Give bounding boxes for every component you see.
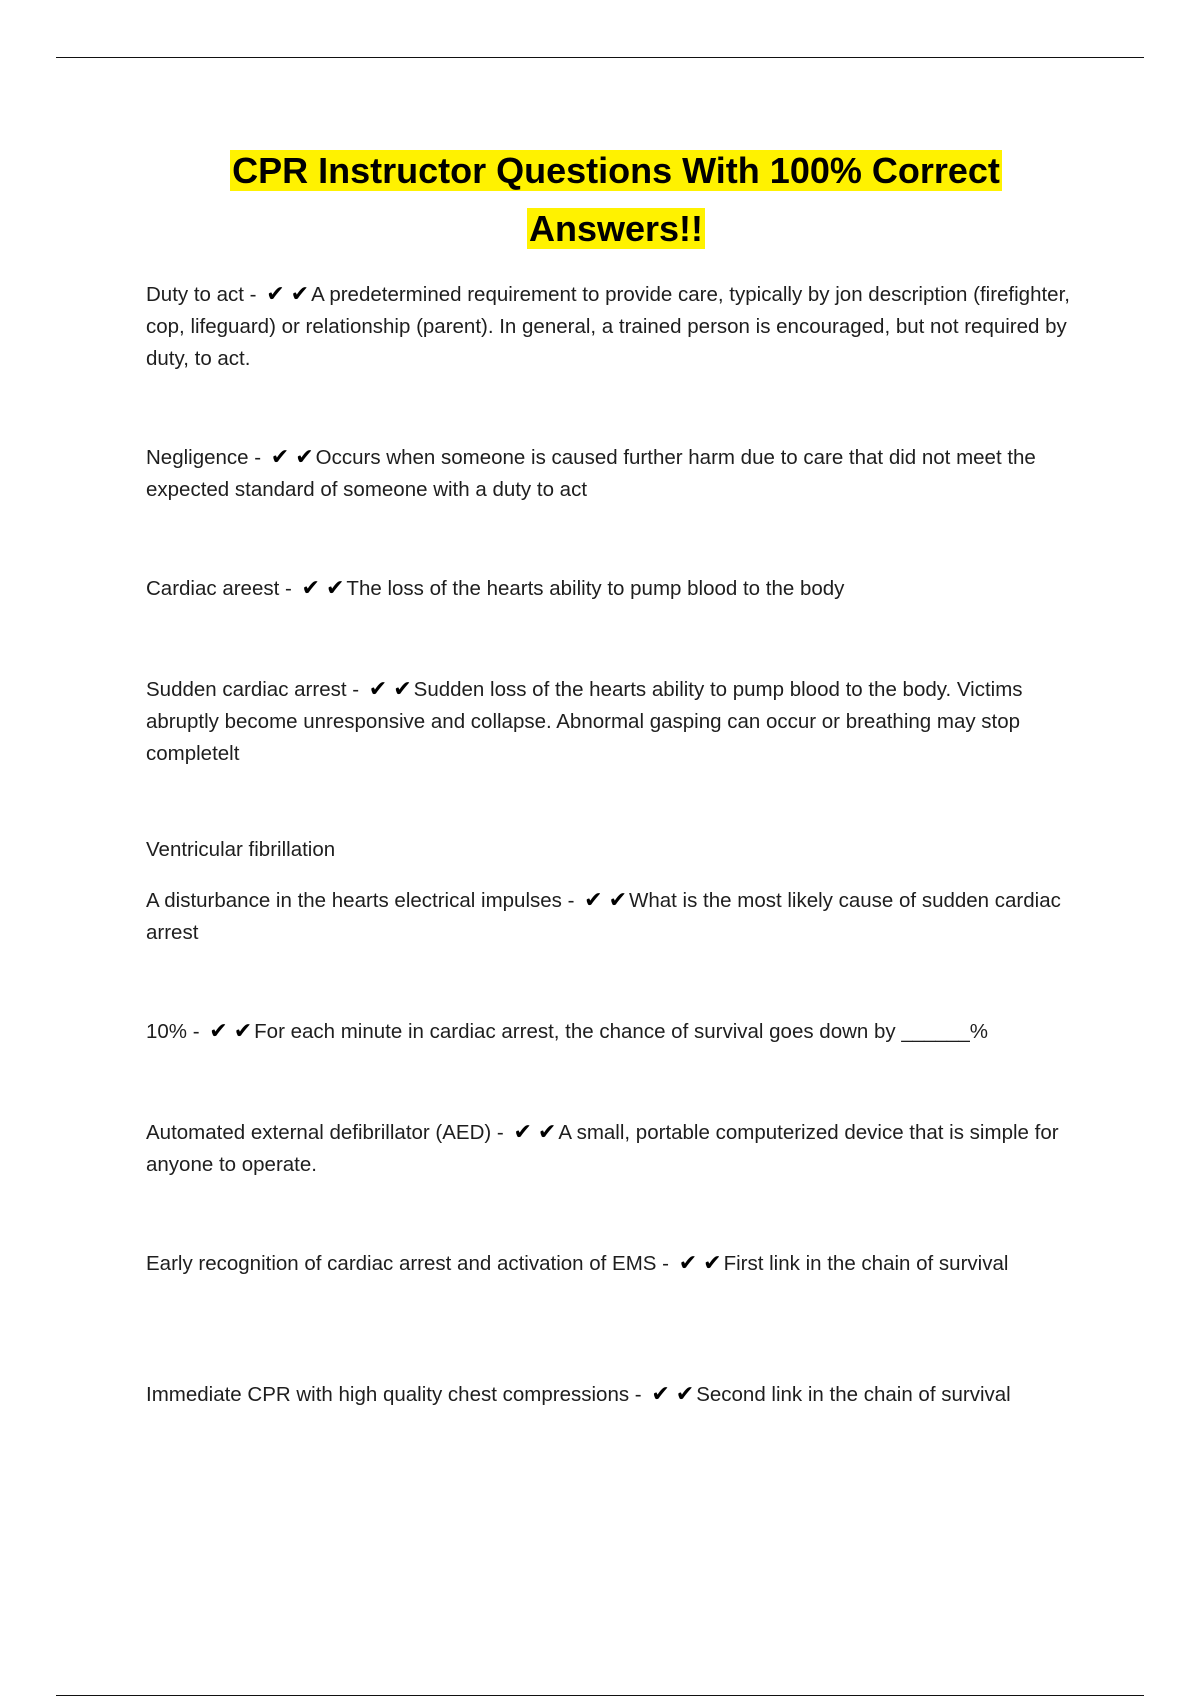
- check-icon: ✔: [209, 1019, 228, 1044]
- top-rule: [56, 57, 1144, 58]
- check-icon: ✔: [678, 1251, 698, 1276]
- qa-term: Negligence -: [146, 446, 262, 469]
- check-icon: ✔: [295, 445, 314, 470]
- qa-term: Duty to act -: [146, 283, 257, 306]
- qa-item: [146, 442, 1096, 506]
- qa-answer: First link in the chain of survival: [723, 1252, 1009, 1275]
- document-title: [110, 142, 1122, 258]
- qa-term: Ventricular fibrillation: [146, 838, 336, 861]
- bottom-rule: [56, 1695, 1144, 1696]
- check-icon: ✔: [266, 282, 285, 307]
- check-icon: ✔: [301, 576, 320, 601]
- check-icon: ✔: [325, 576, 345, 601]
- check-icon: ✔: [513, 1120, 532, 1145]
- qa-answer: A predetermined requirement to provide care, typically by jon description (firefighter, cop, lifeguard) or relationship (parent). In general, a trained person is encouraged, but not required by duty, to act.: [146, 283, 1070, 370]
- check-icon: ✔: [651, 1382, 670, 1407]
- qa-term: Cardiac areest -: [146, 577, 292, 600]
- check-icon: ✔: [584, 888, 603, 913]
- qa-term: Sudden cardiac arrest -: [146, 678, 360, 701]
- qa-item: [146, 279, 1096, 375]
- check-icon: ✔: [290, 282, 310, 307]
- qa-item: [146, 674, 1096, 770]
- check-icon: ✔: [608, 888, 628, 913]
- title-line-2: Answers!!: [528, 208, 704, 249]
- qa-answer: Occurs when someone is caused further harm due to care that did not meet the expected standard of someone with a duty to act: [146, 446, 1036, 501]
- qa-item: [146, 834, 1096, 866]
- qa-term: A disturbance in the hearts electrical impulses -: [146, 889, 575, 912]
- check-icon: ✔: [537, 1120, 557, 1145]
- qa-term: 10% -: [146, 1020, 200, 1043]
- qa-term: Automated external defibrillator (AED) -: [146, 1121, 504, 1144]
- qa-item: [146, 573, 1096, 605]
- check-icon: ✔: [368, 677, 388, 702]
- qa-answer: For each minute in cardiac arrest, the chance of survival goes down by ______%: [254, 1020, 988, 1043]
- qa-answer: Second link in the chain of survival: [696, 1383, 1011, 1406]
- title-line-1: CPR Instructor Questions With 100% Correct: [232, 150, 1000, 191]
- check-icon: ✔: [270, 445, 290, 470]
- qa-answer: Sudden loss of the hearts ability to pump blood to the body. Victims abruptly become unresponsive and collapse. Abnormal gasping can occur or breathing may stop completelt: [146, 678, 1023, 765]
- qa-answer: The loss of the hearts ability to pump blood to the body: [346, 577, 845, 600]
- qa-item: [146, 885, 1096, 949]
- qa-term: Immediate CPR with high quality chest compressions -: [146, 1383, 642, 1406]
- qa-item: [146, 1117, 1096, 1181]
- check-icon: ✔: [233, 1019, 253, 1044]
- check-icon: ✔: [703, 1251, 722, 1276]
- qa-item: [146, 1016, 1096, 1048]
- qa-answer: What is the most likely cause of sudden cardiac arrest: [146, 889, 1061, 944]
- qa-answer: A small, portable computerized device that is simple for anyone to operate.: [146, 1121, 1059, 1176]
- qa-item: [146, 1248, 1096, 1280]
- qa-item: [146, 1379, 1096, 1411]
- check-icon: ✔: [675, 1382, 695, 1407]
- qa-term: Early recognition of cardiac arrest and activation of EMS -: [146, 1252, 669, 1275]
- check-icon: ✔: [393, 677, 412, 702]
